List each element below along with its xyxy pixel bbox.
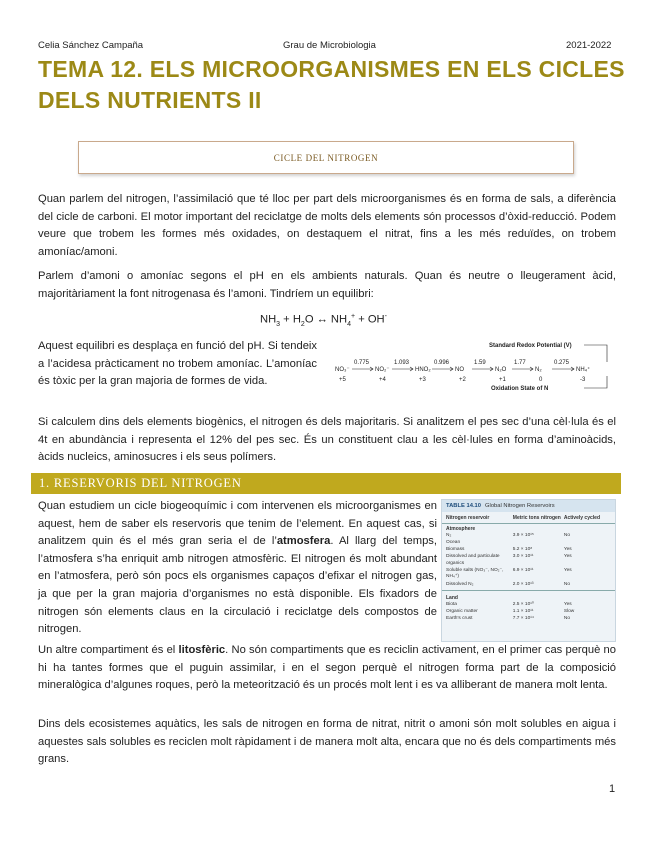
redox-potential: 0.775 <box>354 360 370 366</box>
paragraph-aquatic: Dins dels ecosistemes aquàtics, les sals de nitrogen en forma de nitrat, nitrit o amoni són molt solubles en aigua i aquestes sals solubles es reciclen molt ràpidament i de manera molt alta, encara que no és dels compartiments més grans. <box>38 718 616 766</box>
paragraph-equilibrium: Aquest equilibri es desplaça en funció del pH. Si tendeix a l’acidesa pràcticament no trobem amoníac. L’amoníac és tòxic per la gran majoria de formes de vida. <box>38 340 317 388</box>
species-label: N₂ <box>535 367 542 373</box>
reaction-arrow <box>352 367 373 371</box>
table-row: Organic matter 1.1 × 10¹¹ Slow <box>446 609 575 615</box>
oxidation-state: +1 <box>499 377 506 383</box>
page-title: TEMA 12. ELS MICROORGANISMES EN ELS CICLES DELS NUTRIENTS II <box>38 56 625 113</box>
reaction-arrow <box>472 367 493 371</box>
redox-potential: 0.996 <box>434 360 450 366</box>
species-label: N₂O <box>495 367 507 373</box>
table-group-label: Atmosphere <box>446 526 476 532</box>
section-box-label: CICLE DEL NITROGEN <box>78 141 574 174</box>
reaction-arrow <box>552 367 574 371</box>
oxidation-state: +5 <box>339 377 346 383</box>
redox-potential: 1.77 <box>514 360 526 366</box>
equilibrium-equation: $NH_3 + H_2O$ ↔ $NH_4^+ + OH^-$ <box>260 313 387 328</box>
paragraph-reservoirs: Quan estudiem un cicle biogeoquímic i com intervenen els microorganismes en aquest, hem de saber els reservoris que tenim de l’element. En aquest cas, si analitzem quin és el més gran seria el de l’atmosfera. Al llarg del temps, l’atmosfera s’ha enriquit amb nitrogen atmosfèric. El nitrogen és molt abundant en l’atmosfera, però són pocs els organismes capaços d’efixar el nitrogen gas, ja que per la gran majoria d’organismes no està disponible. Els fixadors de nitrogen són elements claus en la circulació i reciclatge dels compostos de nitrogen. <box>38 500 437 636</box>
header-year: 2021-2022 <box>566 40 612 51</box>
header-author: Celia Sánchez Campaña <box>38 40 144 51</box>
table-title: TABLE 14.10 Global Nitrogen Reservoirs <box>442 500 615 512</box>
reservoir-table <box>441 499 616 642</box>
redox-potential: 0.275 <box>554 360 570 366</box>
table-row: Earth's crust 7.7 × 10¹⁴ No <box>446 616 570 622</box>
table-row: Soluble salts (NO₃⁻, NO₂⁻, NH₄⁺) 6.9 × 10¹¹ Yes <box>446 567 572 580</box>
header-degree: Grau de Microbiologia <box>283 40 376 51</box>
table-group-label: Land <box>446 595 458 602</box>
oxidation-state: 0 <box>539 377 543 383</box>
table-row: Biota 2.5 × 10¹⁰ Yes <box>446 601 572 607</box>
species-label: HNO₂ <box>415 367 431 373</box>
species-label: NH₄⁺ <box>576 367 591 373</box>
oxidation-state: +4 <box>379 377 386 383</box>
oxidation-state-label: Oxidation State of N <box>491 386 549 392</box>
table-row: Dissolved and particulate organics 3.0 × 10¹¹ Yes <box>446 554 572 566</box>
table-row: Dissolved N₂ 2.0 × 10¹³ No <box>446 581 570 587</box>
redox-diagram <box>331 340 615 396</box>
species-label: NO <box>455 367 464 373</box>
table-row: N₂ 3.9 × 10¹⁵ No <box>446 532 570 538</box>
species-label: NO₂⁻ <box>375 367 390 373</box>
paragraph-ammonium: Parlem d’amoni o amoníac segons el pH en els ambients naturals. Quan és neutre o lleugerament àcid, majoritàriament la font nitrogenasa és l’amoni. Tindríem un equilibri: <box>38 270 616 300</box>
paragraph-intro: Quan parlem del nitrogen, l’assimilació que té lloc per part dels microorganismes és en forma de sals, a diferència del cicle de carboni. El motor important del reciclatge de molts dels elements són processos d’òxid-reducció. Podem veure que trobem les formes més oxidades, on destaquem el nitrat, fins a les més reduïdes, on trobem amoníac/amoni. <box>38 193 616 258</box>
oxidation-state: +2 <box>459 377 466 383</box>
redox-potential: 1.093 <box>394 360 410 366</box>
table-row: Ocean <box>446 539 461 545</box>
paragraph-biogenic: Si calculem dins dels elements biogènics, el nitrogen és dels majoritaris. Si analitzem el pes sec d’una cèl·lula és el 4t en abundància i representa el 12% del pes sec. És un constituent clau a les cèl·lules en forma d’aminoàcids, àcids nucleics, aminosucres i els seus polímers. <box>38 416 616 464</box>
reaction-arrow <box>392 367 413 371</box>
reaction-arrow <box>432 367 453 371</box>
table-row: Biomass 5.2 × 10⁸ Yes <box>446 547 572 553</box>
species-label: NO₃⁻ <box>335 367 350 373</box>
paragraph-lithosphere: Un altre compartiment és el litosfèric. No són compartiments que es reciclin activament, en el primer cas perquè no hi ha tantes formes que el puguin assimilar, i en el segon perquè el nitrogen forma part de la composició mineralògica d’algunes roques, però la meteorització és un procés molt lent i es va alliberant de manera molt lenta. <box>38 644 616 692</box>
oxidation-state: -3 <box>580 377 586 383</box>
section-heading-reservoirs: 1. RESERVORIS DEL NITROGEN <box>31 473 621 494</box>
redox-potential-label: Standard Redox Potential (V) <box>489 343 572 349</box>
redox-potential: 1.59 <box>474 360 486 366</box>
table-header: Nitrogen reservoir Metric tons nitrogen Actively cycled <box>442 512 615 524</box>
oxidation-state: +3 <box>419 377 426 383</box>
reaction-arrow <box>512 367 533 371</box>
page-number: 1 <box>609 783 616 795</box>
